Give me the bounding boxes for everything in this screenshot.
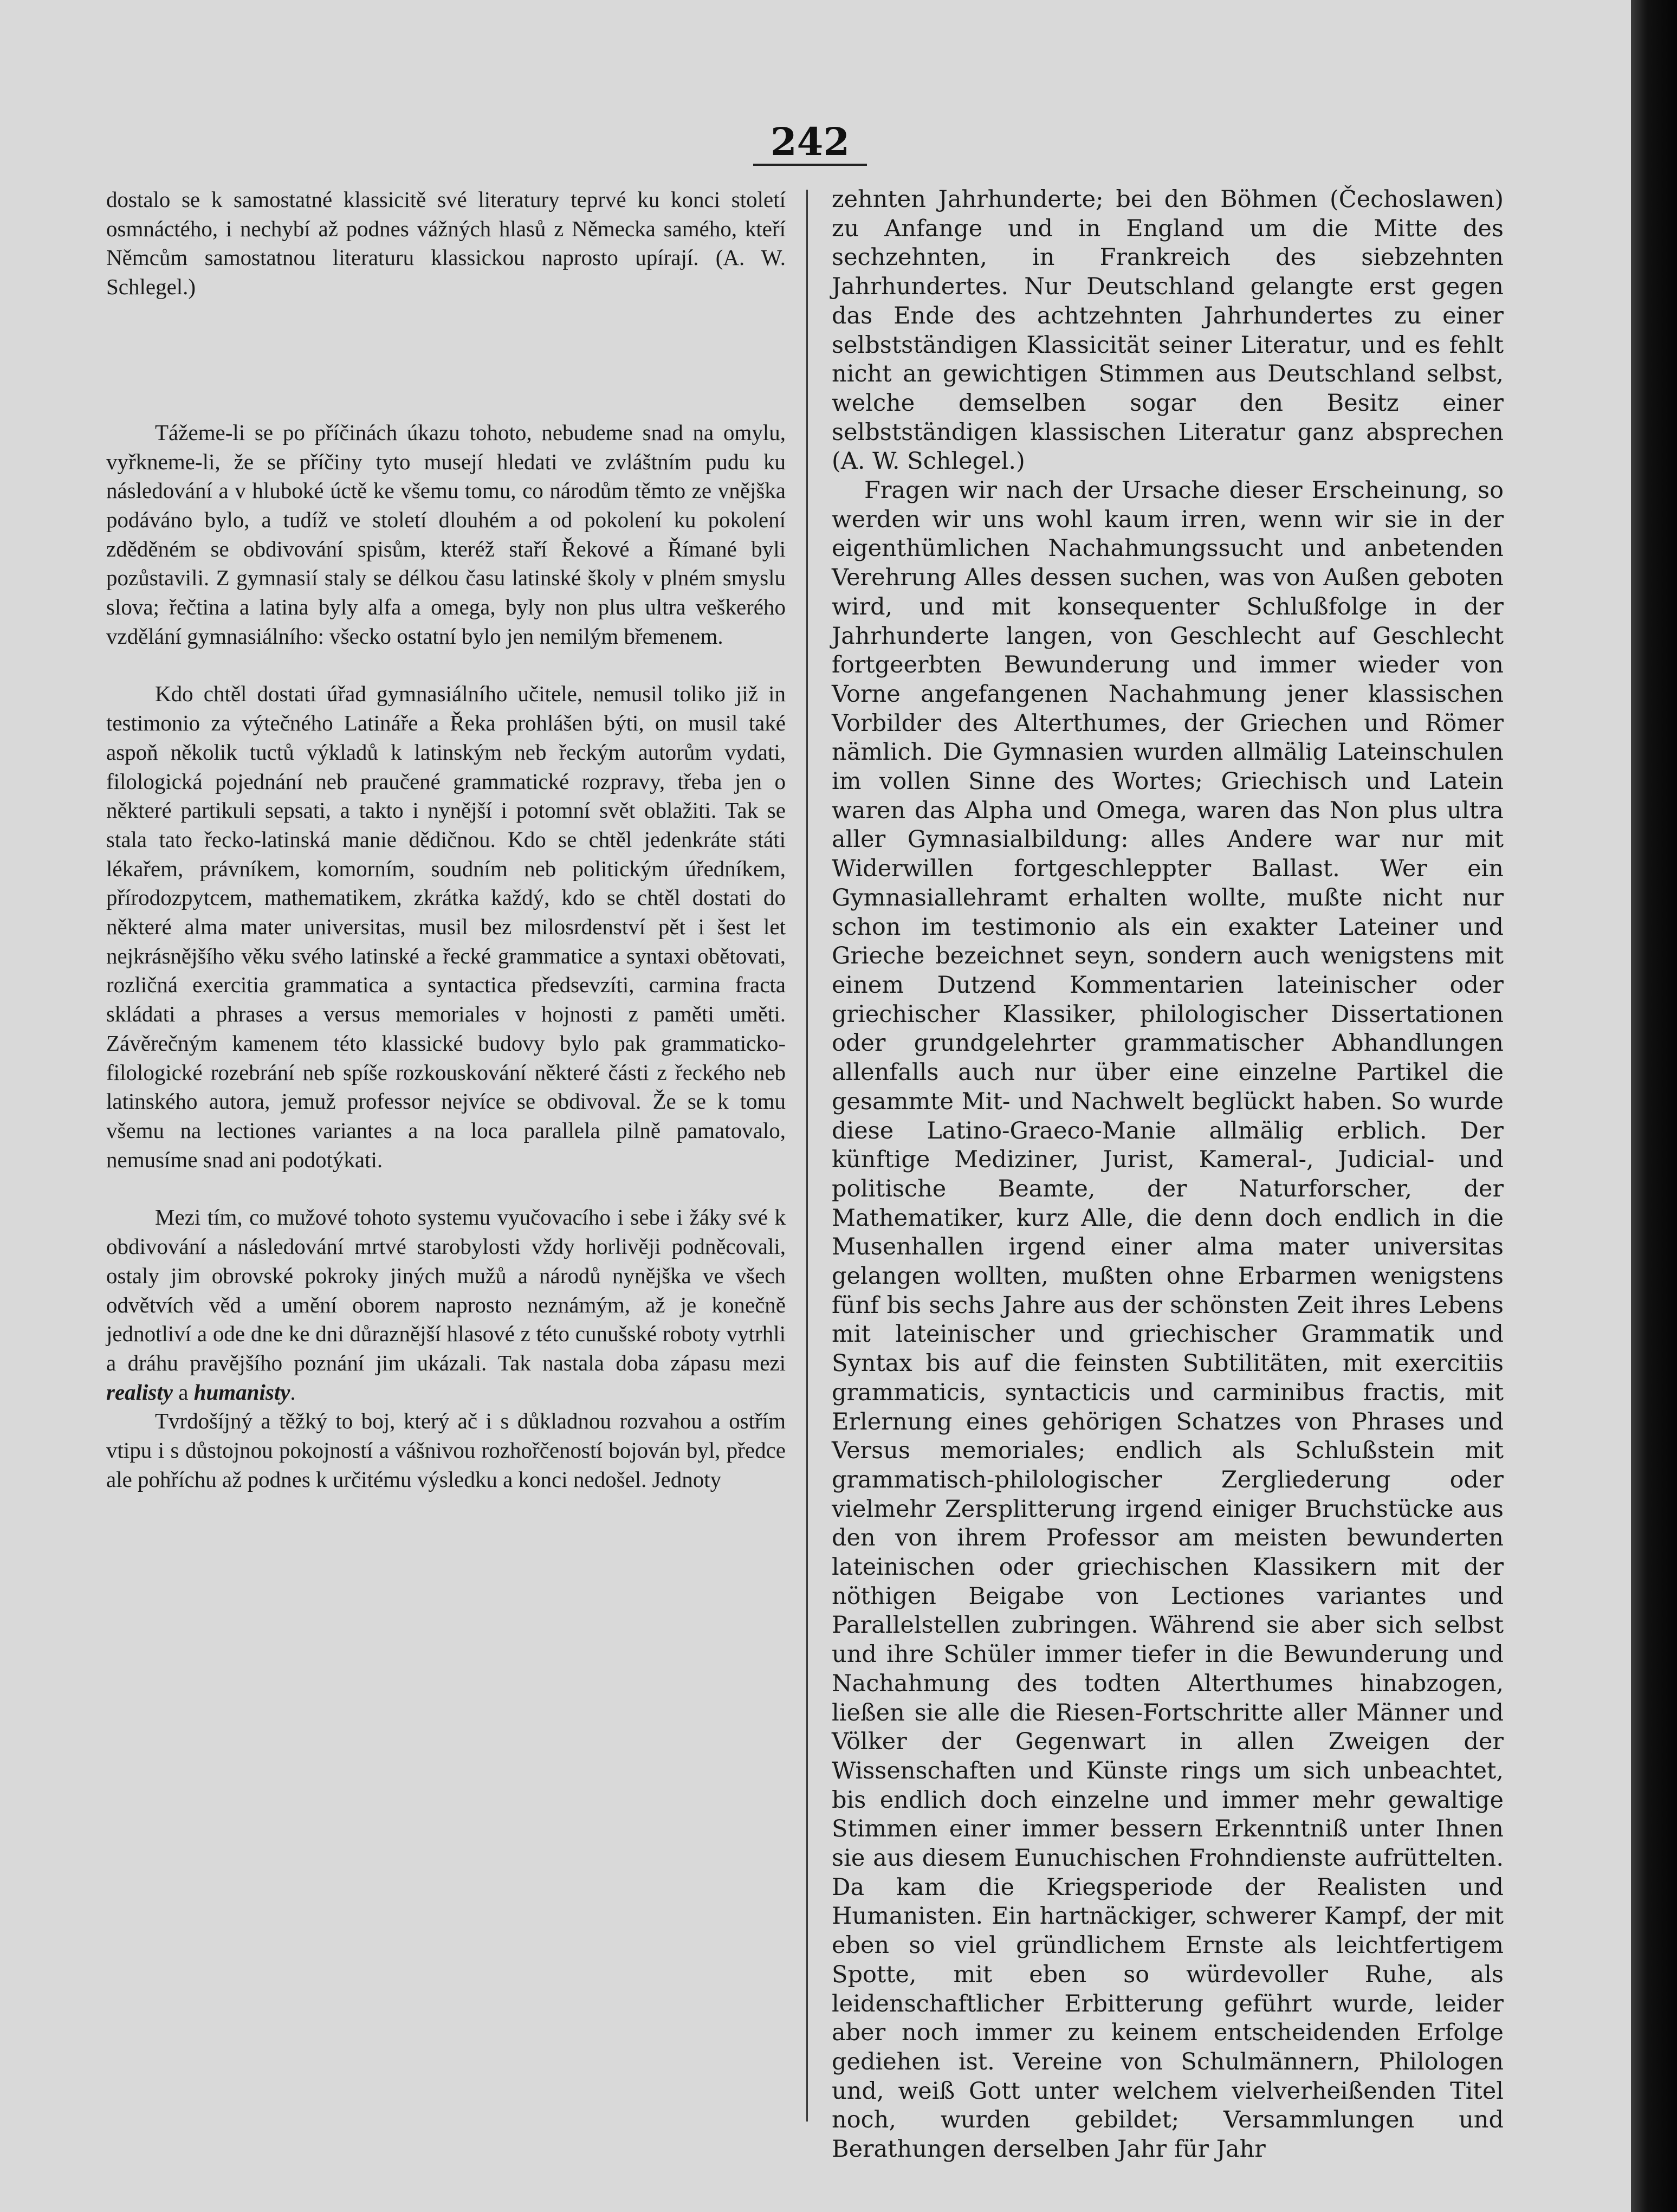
right-paragraph-1: zehnten Jahrhunderte; bei den Böhmen (Čechoslawen) zu Anfange und in England um die Mitte des sechzehnten, in Frankreich des siebzehnten Jahrhundertes. Nur Deutschland gelangte erst gegen das Ende des achtzehnten Jahrhundertes zu einer selbstständigen Klassicität seiner Literatur, und es fehlt nicht an gewichtigen Stimmen aus Deutschland selbst, welche demselben sogar den Besitz einer selbstständigen klassischen Literatur ganz absprechen (A. W. Schlegel.) <box>832 186 1504 475</box>
period: . <box>290 1379 296 1405</box>
left-paragraph-3: Kdo chtěl dostati úřad gymnasiálního učitele, nemusil toliko již in testimonio za výtečného Latináře a Řeka prohlášen býti, on musil také aspoň několik tuctů výkladů k latinským neb řeckým autorům vydati, filologická pojednání neb praučené grammatické rozpravy, třeba jen o některé partikuli sepsati, a takto i nynější i potomní svět oblažiti. Tak se stala tato řecko-latinská manie dědičnou. Kdo se chtěl jedenkráte státi lékařem, právníkem, komorním, soudním neb politickým úředníkem, přírodozpytcem, mathematikem, zkrátka každý, kdo se chtěl dostati do některé alma mater universitas, musil bez milosrdenství pět i šest let nejkrásnějšího věku svého latinské a řecké grammatice a syntaxi obětovati, rozličná exercitia grammatica a syntactica předsevzíti, carmina fracta skládati a phrases a versus memoriales v hojnosti z paměti uměti. Závěrečným kamenem této klassické budovy bylo pak grammaticko-filologické rozebrání neb spíše rozkouskování některé části z řeckého neb latinského autora, jemuž professor nejvíce se obdivoval. Že se k tomu všemu na lectiones variantes a na loca parallela pilně pamatovalo, nemusíme snad ani podotýkati. <box>106 681 786 1172</box>
left-paragraph-4 <box>106 1203 786 1407</box>
left-paragraph-1: dostalo se k samostatné klassicitě své literatury teprvé ku konci století osmnáctého, i nechybí až podnes vážných hlasů z Německa samého, kteří Němcům samostatnou literaturu klassickou naprosto upírají. (A. W. Schlegel.) <box>106 187 786 300</box>
right-paragraph-2: Fragen wir nach der Ursache dieser Erscheinung, so werden wir uns wohl kaum irren, wenn wir sie in der eigenthümlichen Nachahmungssucht und anbetenden Verehrung Alles dessen suchen, was von Außen geboten wird, und mit konsequenter Schlußfolge in der Jahrhunderte langen, von Geschlecht auf Geschlecht fortgeerbten Bewunderung und immer wieder von Vorne angefangenen Nachahmung jener klassischen Vorbilder des Alterthumes, der Griechen und Römer nämlich. Die Gymnasien wurden allmälig Lateinschulen im vollen Sinne des Wortes; Griechisch und Latein waren das Alpha und Omega, waren das Non plus ultra aller Gymnasialbildung: alles Andere war nur mit Widerwillen fortgeschleppter Ballast. Wer ein Gymnasiallehramt erhalten wollte, mußte nicht nur schon im testimonio als ein exakter Lateiner und Grieche bezeichnet seyn, sondern auch wenigstens mit einem Dutzend Kommentarien lateinischer oder griechischer Klassiker, philologischer Dissertationen oder grundgelehrter grammatischer Abhandlungen allenfalls auch nur über eine einzelne Partikel die gesammte Mit- und Nachwelt beglückt haben. So wurde diese Latino-Graeco-Manie allmälig erblich. Der künftige Mediziner, Jurist, Kameral-, Judicial- und politische Beamte, der Naturforscher, der Mathematiker, kurz Alle, die denn doch endlich in die Musenhallen irgend einer alma mater universitas gelangen wollten, mußten ohne Erbarmen wenigstens fünf bis sechs Jahre aus der schönsten Zeit ihres Lebens mit lateinischer und griechischer Grammatik und Syntax bis auf die feinsten Subtilitäten, mit exercitiis grammaticis, syntacticis und carminibus fractis, mit Erlernung eines gehörigen Schatzes von Phrases und Versus memoriales; endlich als Schlußstein mit grammatisch-philologischer Zergliederung oder vielmehr Zersplitterung irgend einiger Bruchstücke aus den von ihrem Professor am meisten bewunderten lateinischen oder griechischen Klassikern mit der nöthigen Beigabe von Lectiones variantes und Parallelstellen zubringen. Während sie aber sich selbst und ihre Schüler immer tiefer in die Bewunderung und Nachahmung des todten Alterthumes hinabzogen, ließen sie alle die Riesen-Fortschritte aller Männer und Völker der Gegenwart in allen Zweigen der Wissenschaften und Künste rings um sich unbeachtet, bis endlich doch einzelne und immer mehr gewaltige Stimmen einer immer bessern Erkenntniß unter Ihnen sie aus diesem Eunuchischen Frohndienste aufrüttelten. Da kam die Kriegsperiode der Realisten und Humanisten. Ein hartnäckiger, schwerer Kampf, der mit eben so viel gründlichem Ernste als leichtfertigem Spotte, mit eben so würdevoller Ruhe, als leidenschaftlicher Erbitterung geführt wurde, leider aber noch immer zu keinem entscheidenden Erfolge gediehen ist. Vereine von Schulmännern, Philologen und, weiß Gott unter welchem vielverheißenden Titel noch, wurden gebildet; Versammlungen und Berathungen derselben Jahr für Jahr <box>832 477 1504 2163</box>
term-humanisty: humanisty <box>193 1379 290 1405</box>
conjunction-a: a <box>172 1379 194 1405</box>
left-paragraph-5: Tvrdošíjný a těžký to boj, který ač i s důkladnou rozvahou a ostřím vtipu i s důstojnou pokojností a vášnivou rozhořčeností bojován byl, předce ale pohříchu až podnes k určitému výsledku a konci nedošel. Jednoty <box>106 1408 786 1492</box>
page-number: 242 <box>753 120 867 166</box>
column-divider <box>806 190 808 2122</box>
right-column-german <box>832 185 1504 2164</box>
left-paragraph-2: Tážeme-li se po příčinách úkazu tohoto, nebudeme snad na omylu, vyřkneme-li, že se příčiny tyto musejí hledati ve zvláštním pudu ku následování a v hluboké úctě ke všemu tomu, co národům těmto ze vnějška podáváno bylo, a tudíž ve století dlouhém a od pokolení ku pokolení zděděném se obdivování spisům, kteréž staří Řekové a Římané byli pozůstavili. Z gymnasií staly se délkou času latinské školy v plném smyslu slova; řečtina a latina byly alfa a omega, byly non plus ultra veškerého vzdělání gymnasiálního: všecko ostatní bylo jen nemilým břemenem. <box>106 419 786 649</box>
left-paragraph-4-text: Mezi tím, co mužové tohoto systemu vyučovacího i sebe i žáky své k obdivování a následování mrtvé starobylosti vždy horlivěji podněcovali, ostaly jim obrovské pokroky jiných mužů a národů nynějška ve všech odvětvích věd a umění oborem naprosto neznámým, až je konečně jednotliví a ode dne ke dni důraznější hlasové z této cunušské roboty vytrhli a dráhu pravějšího poznání jim ukázali. Tak nastala doba zápasu mezi <box>106 1205 786 1375</box>
left-column-czech <box>106 185 786 1494</box>
book-spine-edge <box>1631 0 1677 2212</box>
term-realisty: realisty <box>106 1379 173 1405</box>
